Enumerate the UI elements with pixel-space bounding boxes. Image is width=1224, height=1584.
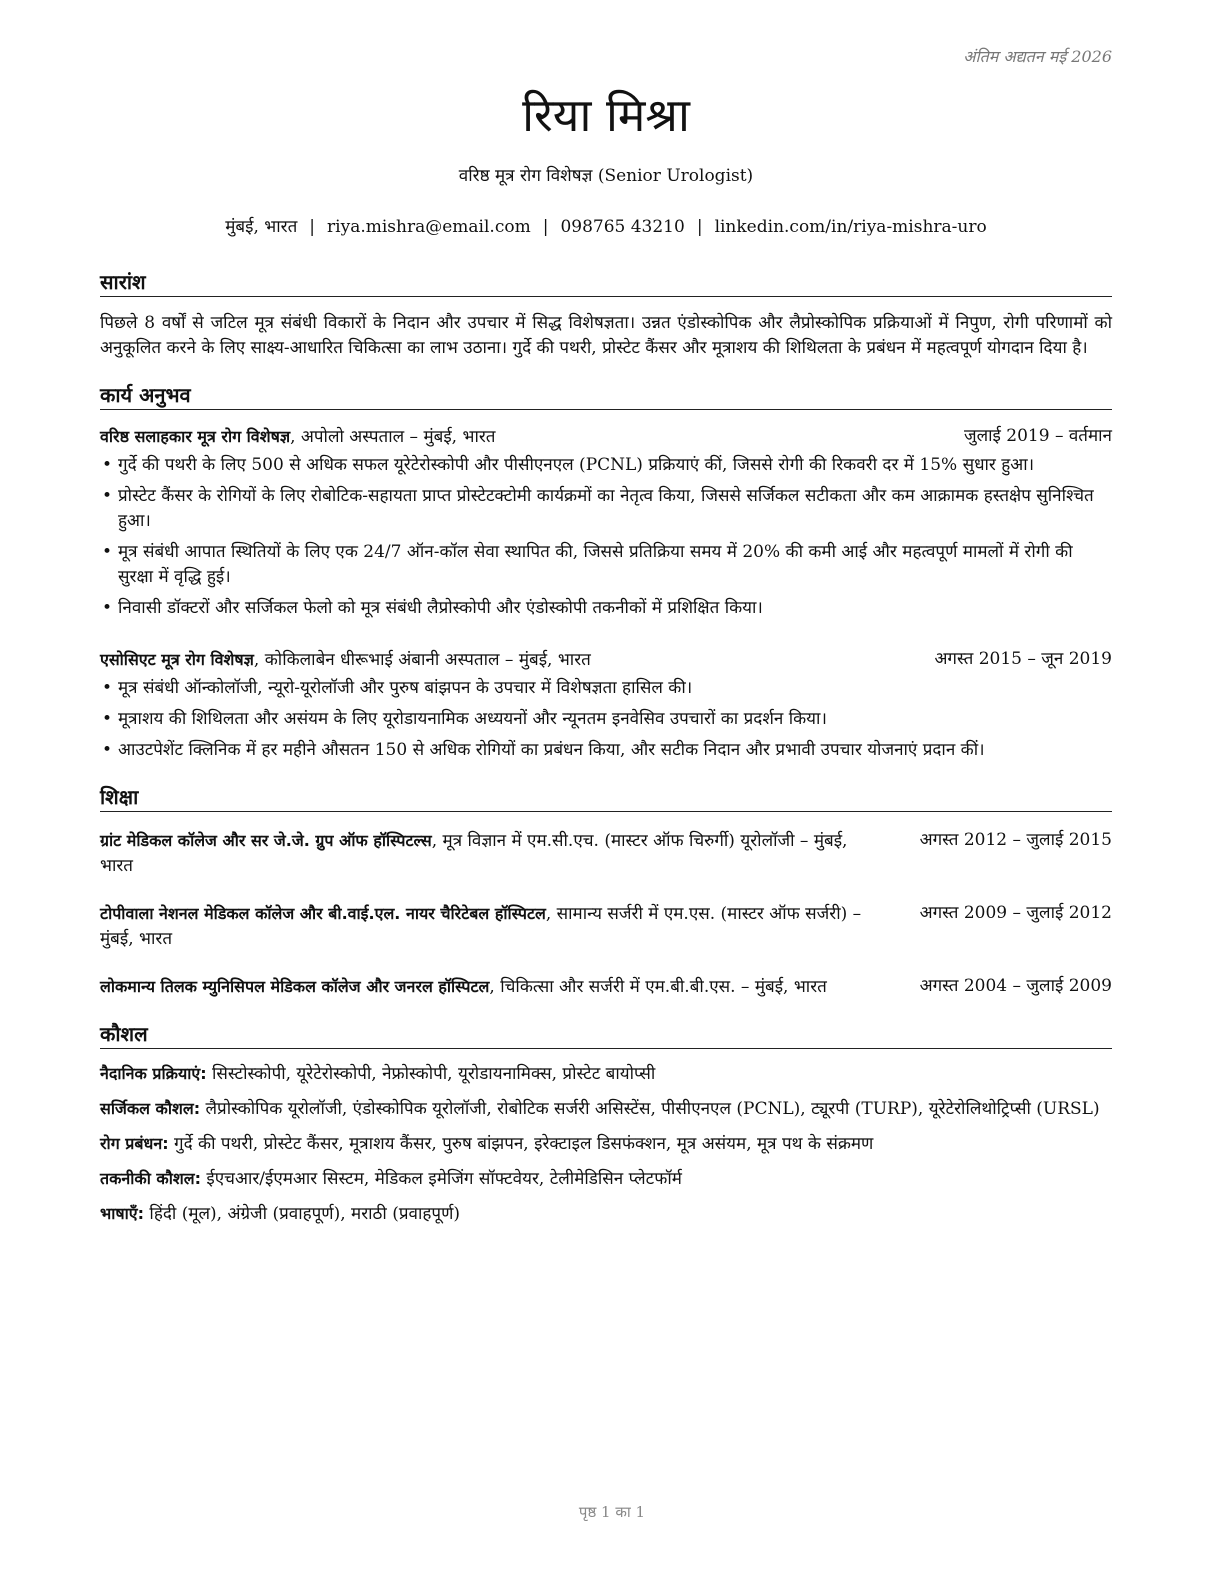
skill-row — [100, 1166, 1112, 1192]
contact-separator: | — [542, 217, 549, 237]
list-item: • मूत्राशय की शिथिलता और असंयम के लिए यूरोडायनामिक अध्ययनों और न्यूनतम इनवेसिव उपचारों का प्रदर्शन किया। — [100, 707, 1112, 732]
job-bullets — [100, 676, 1112, 763]
skill-value: गुर्दे की पथरी, प्रोस्टेट कैंसर, मूत्राशय कैंसर, पुरुष बांझपन, इरेक्टाइल डिसफंक्शन, मूत्र असंयम, मूत्र पथ के संक्रमण — [168, 1134, 874, 1154]
contact-separator: | — [696, 217, 703, 237]
education-entry — [100, 901, 1112, 952]
school-name: ग्रांट मेडिकल कॉलेज और सर जे.जे. ग्रुप ऑफ हॉस्पिटल्स — [100, 831, 432, 850]
degree: , चिकित्सा और सर्जरी में एम.बी.बी.एस. – मुंबई, भारत — [489, 977, 827, 997]
job-header — [100, 424, 1112, 450]
list-item: • गुर्दे की पथरी के लिए 500 से अधिक सफल यूरेटेरोस्कोपी और पीसीएनएल (PCNL) प्रक्रियाएं कीं, जिससे रोगी की रिकवरी दर में 15% सुधार हुआ। — [100, 453, 1112, 478]
summary-heading: सारांश — [100, 268, 1112, 297]
skill-label: भाषाएँ: — [100, 1204, 145, 1223]
contact-separator: | — [309, 217, 316, 237]
education-detail — [100, 828, 880, 879]
list-item: • प्रोस्टेट कैंसर के रोगियों के लिए रोबोटिक-सहायता प्राप्त प्रोस्टेटक्टोमी कार्यक्रमों का नेतृत्व किया, जिससे सर्जिकल सटीकता और कम आक्रामक हस्तक्षेप सुनिश्चित हुआ। — [100, 484, 1112, 534]
education-dates: अगस्त 2009 – जुलाई 2012 — [919, 903, 1112, 923]
degree: , मूत्र विज्ञान में एम.सी.एच. (मास्टर ऑफ चिरुर्गी) यूरोलॉजी – मुंबई, भारत — [100, 831, 848, 876]
job-org: , अपोलो अस्पताल – मुंबई, भारत — [290, 427, 496, 447]
education-heading: शिक्षा — [100, 783, 1112, 812]
skills-heading: कौशल — [100, 1020, 1112, 1049]
job-dates: अगस्त 2015 – जून 2019 — [934, 649, 1112, 669]
page-number: पृष्ठ 1 का 1 — [578, 1503, 646, 1521]
education-entry — [100, 828, 1112, 879]
education-dates: अगस्त 2012 – जुलाई 2015 — [919, 830, 1112, 850]
summary-text: पिछले 8 वर्षों से जटिल मूत्र संबंधी विकारों के निदान और उपचार में सिद्ध विशेषज्ञता। उन्नत एंडोस्कोपिक और लैप्रोस्कोपिक प्रक्रियाओं में निपुण, रोगी परिणामों को अनुकूलित करने के लिए साक्ष्य-आधारित चिकित्सा का लाभ उठाना। गुर्दे की पथरी, प्रोस्टेट कैंसर और मूत्राशय की शिथिलता के प्रबंधन में महत्वपूर्ण योगदान दिया है। — [100, 313, 1112, 358]
education-entry — [100, 974, 1112, 1000]
skill-value: हिंदी (मूल), अंग्रेजी (प्रवाहपूर्ण), मराठी (प्रवाहपूर्ण) — [144, 1204, 461, 1224]
job-title: वरिष्ठ मूत्र रोग विशेषज्ञ (Senior Urologist) — [458, 166, 754, 186]
job-dates: जुलाई 2019 – वर्तमान — [963, 426, 1112, 446]
school-name: लोकमान्य तिलक म्युनिसिपल मेडिकल कॉलेज और जनरल हॉस्पिटल — [100, 977, 490, 996]
skill-label: तकनीकी कौशल: — [100, 1169, 201, 1188]
skill-label: सर्जिकल कौशल: — [100, 1099, 201, 1118]
job-entry — [100, 424, 1112, 621]
education-detail — [100, 974, 880, 1000]
contact-linkedin: linkedin.com/in/riya-mishra-uro — [714, 217, 987, 237]
education-section — [100, 783, 1112, 1000]
experience-section — [100, 381, 1112, 763]
candidate-name: रिया मिश्रा — [522, 88, 690, 142]
skill-value: लैप्रोस्कोपिक यूरोलॉजी, एंडोस्कोपिक यूरोलॉजी, रोबोटिक सर्जरी असिस्टेंस, पीसीएनएल (PCNL), ट्यूरपी (TURP), यूरेटेरोलिथोट्रिप्सी (URSL) — [200, 1099, 1100, 1119]
job-entry — [100, 647, 1112, 763]
skill-row — [100, 1131, 1112, 1157]
education-detail — [100, 901, 880, 952]
job-role: एसोसिएट मूत्र रोग विशेषज्ञ — [100, 650, 254, 669]
contact-location: मुंबई, भारत — [225, 217, 298, 237]
skill-value: सिस्टोस्कोपी, यूरेटेरोस्कोपी, नेफ्रोस्कोपी, यूरोडायनामिक्स, प्रोस्टेट बायोप्सी — [206, 1064, 656, 1084]
skills-section — [100, 1020, 1112, 1227]
education-dates: अगस्त 2004 – जुलाई 2009 — [919, 976, 1112, 996]
contact-email: riya.mishra@email.com — [327, 217, 531, 237]
skill-row — [100, 1096, 1112, 1122]
skill-row — [100, 1061, 1112, 1087]
job-header — [100, 647, 1112, 673]
experience-heading: कार्य अनुभव — [100, 381, 1112, 410]
skill-value: ईएचआर/ईएमआर सिस्टम, मेडिकल इमेजिंग सॉफ्टवेयर, टेलीमेडिसिन प्लेटफॉर्म — [201, 1169, 682, 1189]
job-org: , कोकिलाबेन धीरूभाई अंबानी अस्पताल – मुंबई, भारत — [253, 650, 591, 670]
skills-list — [100, 1061, 1112, 1227]
job-title-line — [100, 424, 496, 450]
job-role: वरिष्ठ सलाहकार मूत्र रोग विशेषज्ञ — [100, 427, 291, 446]
list-item: • आउटपेशेंट क्लिनिक में हर महीने औसतन 150 से अधिक रोगियों का प्रबंधन किया, और सटीक निदान और प्रभावी उपचार योजनाएं प्रदान कीं। — [100, 738, 1112, 763]
degree: , सामान्य सर्जरी में एम.एस. (मास्टर ऑफ सर्जरी) – मुंबई, भारत — [100, 904, 862, 949]
contact-line — [100, 215, 1112, 240]
list-item: • मूत्र संबंधी ऑन्कोलॉजी, न्यूरो-यूरोलॉजी और पुरुष बांझपन के उपचार में विशेषज्ञता हासिल की। — [100, 676, 1112, 701]
skill-label: नैदानिक प्रक्रियाएं: — [100, 1064, 207, 1083]
resume-page — [100, 82, 1112, 1236]
contact-phone: 098765 43210 — [560, 217, 685, 237]
school-name: टोपीवाला नेशनल मेडिकल कॉलेज और बी.वाई.एल. नायर चैरिटेबल हॉस्पिटल — [100, 904, 546, 923]
skill-label: रोग प्रबंधन: — [100, 1134, 169, 1153]
job-title-line — [100, 647, 591, 673]
last-updated-note: अंतिम अद्यतन मई 2026 — [963, 47, 1112, 66]
skill-row — [100, 1201, 1112, 1227]
job-bullets — [100, 453, 1112, 621]
list-item: • निवासी डॉक्टरों और सर्जिकल फेलो को मूत्र संबंधी लैप्रोस्कोपी और एंडोस्कोपी तकनीकों में प्रशिक्षित किया। — [100, 596, 1112, 621]
list-item: • मूत्र संबंधी आपात स्थितियों के लिए एक 24/7 ऑन-कॉल सेवा स्थापित की, जिससे प्रतिक्रिया समय में 20% की कमी आई और महत्वपूर्ण मामलों में रोगी की सुरक्षा में वृद्धि हुई। — [100, 540, 1112, 590]
summary-section — [100, 268, 1112, 361]
